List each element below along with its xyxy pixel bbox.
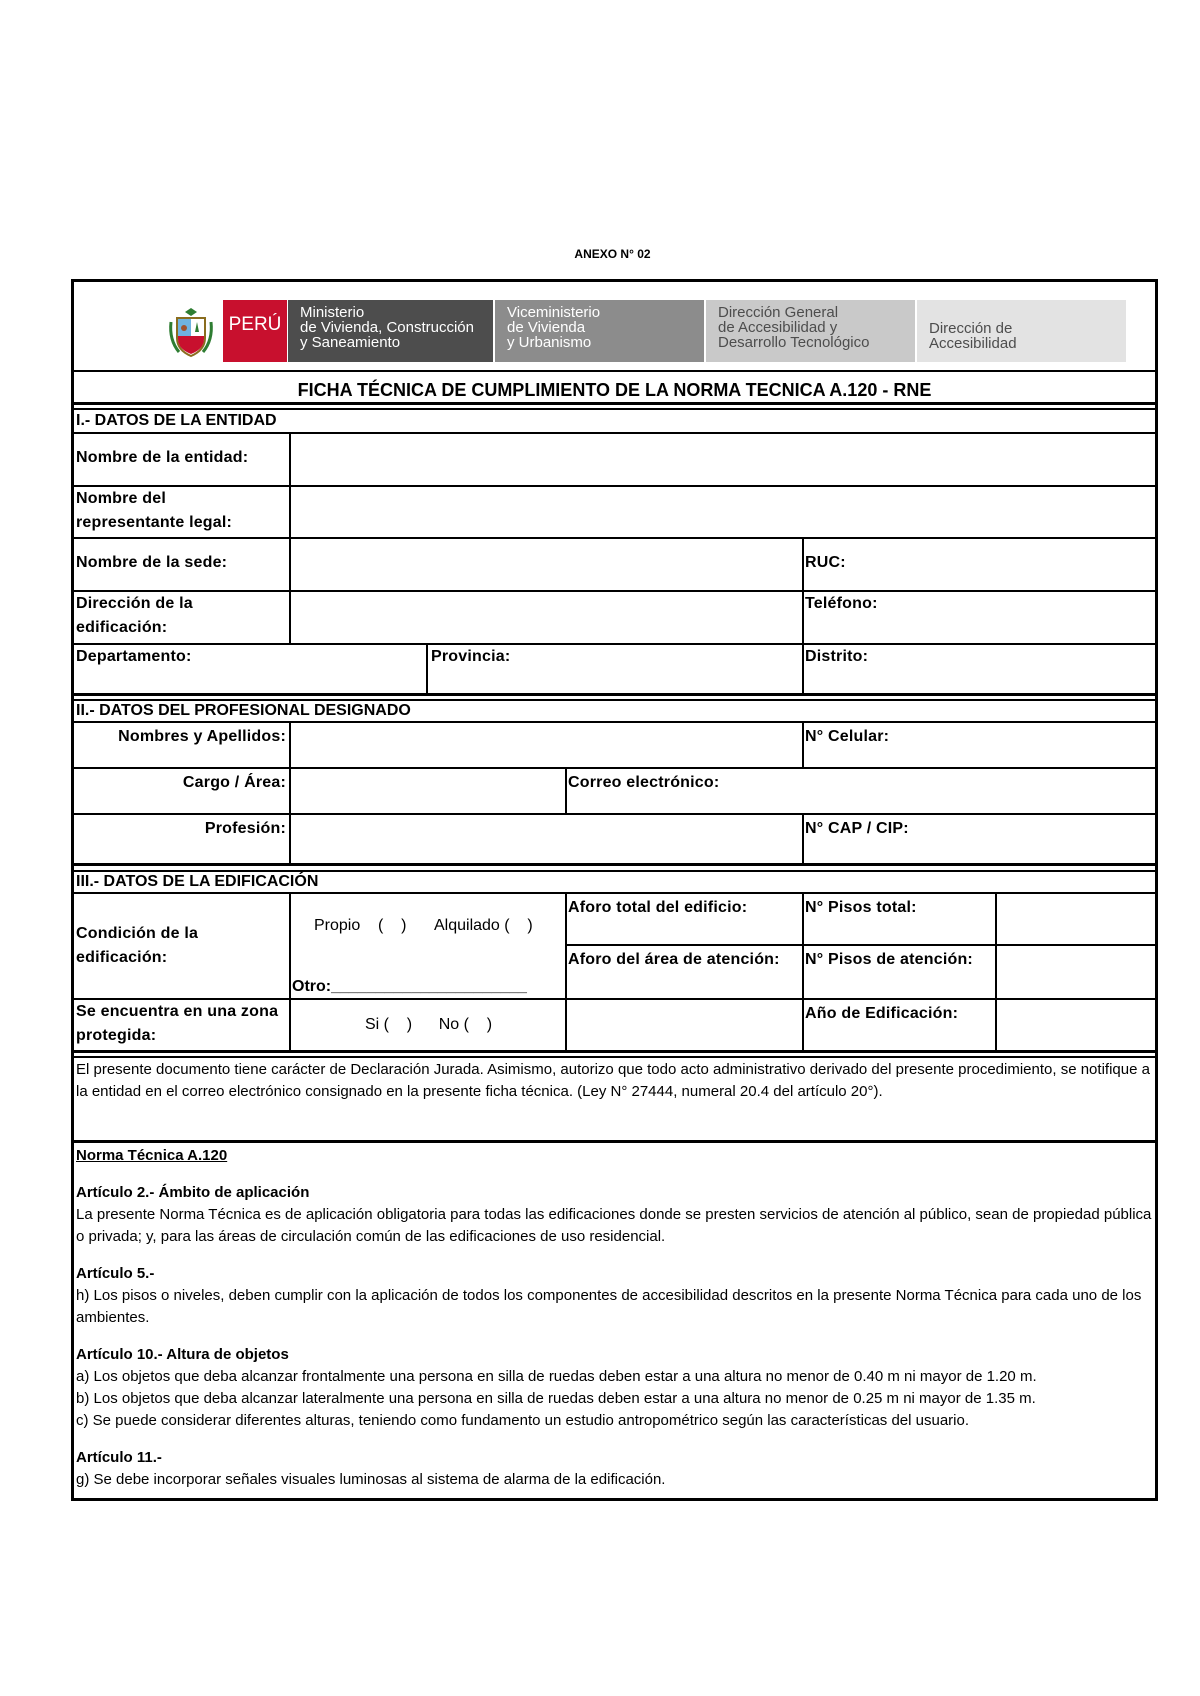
ministry-line-2: de Vivienda, Construcción bbox=[300, 319, 474, 336]
department-label: Departamento: bbox=[76, 648, 192, 665]
email-label: Correo electrónico: bbox=[568, 774, 720, 791]
legal-rep-label-line-2: representante legal: bbox=[76, 514, 233, 531]
section-1-heading: I.- DATOS DE LA ENTIDAD bbox=[76, 412, 277, 429]
site-name-field[interactable] bbox=[292, 539, 801, 590]
entity-name-field[interactable] bbox=[292, 434, 1154, 485]
province-field[interactable] bbox=[431, 670, 801, 693]
condition-label-line-2: edificación: bbox=[76, 949, 168, 966]
country-label: PERÚ bbox=[228, 314, 282, 335]
form-title: FICHA TÉCNICA DE CUMPLIMIENTO DE LA NORMA TECNICA A.120 - RNE bbox=[297, 380, 932, 400]
build-year-label: Año de Edificación: bbox=[805, 1005, 959, 1022]
protected-zone-label-line-2: protegida: bbox=[76, 1027, 157, 1044]
vice-ministry-block bbox=[495, 300, 704, 362]
total-capacity-label: Aforo total del edificio: bbox=[568, 899, 748, 916]
ministry-line-3: y Saneamiento bbox=[300, 334, 401, 351]
site-name-label: Nombre de la sede: bbox=[76, 554, 228, 571]
cellphone-field[interactable] bbox=[914, 723, 1154, 767]
address-label-line-1: Dirección de la bbox=[76, 595, 193, 612]
ruc-field[interactable] bbox=[854, 539, 1154, 590]
address-field[interactable] bbox=[292, 592, 801, 643]
other-option[interactable]: Otro:______________________ bbox=[292, 978, 527, 995]
address-label-line-2: edificación: bbox=[76, 619, 168, 636]
email-field[interactable] bbox=[724, 769, 1154, 813]
general-direction-line-3: Desarrollo Tecnológico bbox=[718, 334, 870, 351]
vice-ministry-line-1: Viceministerio bbox=[507, 304, 601, 321]
general-direction-block bbox=[706, 300, 915, 362]
ruc-label: RUC: bbox=[805, 554, 846, 571]
position-label: Cargo / Área: bbox=[182, 774, 286, 791]
profession-field[interactable] bbox=[292, 815, 801, 863]
province-label: Provincia: bbox=[431, 648, 511, 665]
annex-label: ANEXO N° 02 bbox=[574, 247, 651, 261]
declaration-text: El presente documento tiene carácter de Declaración Jurada. Asimismo, autorizo que todo acto administrativo derivado del presente procedimiento, se notifique a la entidad en el correo electrónico consignado en la presente ficha técnica. (Ley N° 27444, numeral 20.4 del artículo 20°). bbox=[76, 1061, 1150, 1100]
peru-label-block bbox=[223, 300, 287, 362]
condition-label-line-1: Condición de la bbox=[76, 925, 199, 942]
cap-cip-field[interactable] bbox=[914, 815, 1154, 863]
full-name-label: Nombres y Apellidos: bbox=[118, 728, 286, 745]
total-floors-field[interactable] bbox=[998, 894, 1154, 944]
position-field[interactable] bbox=[292, 769, 564, 813]
direction-line-2: Accesibilidad bbox=[929, 335, 1017, 352]
service-floors-field[interactable] bbox=[998, 946, 1154, 998]
vice-ministry-line-3: y Urbanismo bbox=[507, 334, 592, 351]
logo-banner bbox=[74, 282, 1155, 370]
service-capacity-label: Aforo del área de atención: bbox=[568, 951, 780, 968]
rented-option[interactable]: Alquilado ( ) bbox=[434, 917, 533, 934]
ministry-line-1: Ministerio bbox=[300, 304, 365, 321]
district-label: Distrito: bbox=[805, 648, 869, 665]
art10-item-b: b) Los objetos que deba alcanzar lateralmente una persona en silla de ruedas deben estar a una altura no menor de 0.25 m ni mayor de 1.35 m. bbox=[76, 1390, 1036, 1407]
art2-title: Artículo 2.- Ámbito de aplicación bbox=[76, 1184, 310, 1201]
norm-section bbox=[76, 1145, 1156, 1491]
legal-rep-field[interactable] bbox=[292, 487, 1154, 537]
art11-title: Artículo 11.- bbox=[76, 1449, 162, 1466]
section-3-heading: III.- DATOS DE LA EDIFICACIÓN bbox=[76, 873, 319, 890]
direction-block bbox=[917, 300, 1126, 362]
own-option[interactable]: Propio ( ) bbox=[314, 917, 407, 934]
service-capacity-field[interactable] bbox=[568, 972, 801, 998]
general-direction-line-2: de Accesibilidad y bbox=[718, 319, 838, 336]
art10-title: Artículo 10.- Altura de objetos bbox=[76, 1346, 289, 1363]
technical-sheet-form bbox=[71, 279, 1158, 1501]
general-direction-line-1: Dirección General bbox=[718, 304, 839, 321]
ministry-block bbox=[288, 300, 493, 362]
art10-item-c: c) Se puede considerar diferentes alturas, teniendo como fundamento un estudio antropométrico según las características del usuario. bbox=[76, 1412, 970, 1429]
blank-cell bbox=[568, 1000, 801, 1050]
vice-ministry-line-2: de Vivienda bbox=[507, 319, 586, 336]
phone-label: Teléfono: bbox=[805, 595, 878, 612]
cap-cip-label: N° CAP / CIP: bbox=[805, 820, 909, 837]
phone-field[interactable] bbox=[894, 592, 1154, 643]
direction-line-1: Dirección de bbox=[929, 320, 1013, 337]
build-year-field[interactable] bbox=[998, 1000, 1154, 1050]
yes-no-options[interactable]: Si ( ) No ( ) bbox=[364, 1016, 493, 1033]
peru-coat-of-arms-icon bbox=[167, 304, 215, 360]
legal-rep-label-line-1: Nombre del bbox=[76, 490, 167, 507]
department-field[interactable] bbox=[76, 670, 425, 693]
entity-name-label: Nombre de la entidad: bbox=[76, 449, 249, 466]
full-name-field[interactable] bbox=[292, 723, 801, 767]
art5-title: Artículo 5.- bbox=[76, 1265, 155, 1282]
art11-text: g) Se debe incorporar señales visuales luminosas al sistema de alarma de la edificación. bbox=[76, 1471, 666, 1488]
service-floors-label: N° Pisos de atención: bbox=[805, 951, 973, 968]
art10-item-a: a) Los objetos que deba alcanzar frontalmente una persona en silla de ruedas deben estar a una altura no menor de 0.40 m ni mayor de 1.20 m. bbox=[76, 1368, 1037, 1385]
total-capacity-field[interactable] bbox=[568, 920, 801, 944]
art5-text: h) Los pisos o niveles, deben cumplir con la aplicación de todos los componentes de accesibilidad descritos en la presente Norma Técnica para cada uno de los ambientes. bbox=[76, 1287, 1142, 1326]
cellphone-label: N° Celular: bbox=[805, 728, 890, 745]
art2-text: La presente Norma Técnica es de aplicación obligatoria para todas las edificaciones donde se presten servicios de atención al público, sean de propiedad pública o privada; y, para las áreas de circulación común de las edificaciones de uso residencial. bbox=[76, 1206, 1152, 1245]
total-floors-label: N° Pisos total: bbox=[805, 899, 917, 916]
norm-heading: Norma Técnica A.120 bbox=[76, 1147, 228, 1164]
district-field[interactable] bbox=[805, 670, 1154, 693]
protected-zone-label-line-1: Se encuentra en una zona bbox=[76, 1003, 279, 1020]
section-2-heading: II.- DATOS DEL PROFESIONAL DESIGNADO bbox=[76, 702, 411, 719]
profession-label: Profesión: bbox=[204, 820, 286, 837]
